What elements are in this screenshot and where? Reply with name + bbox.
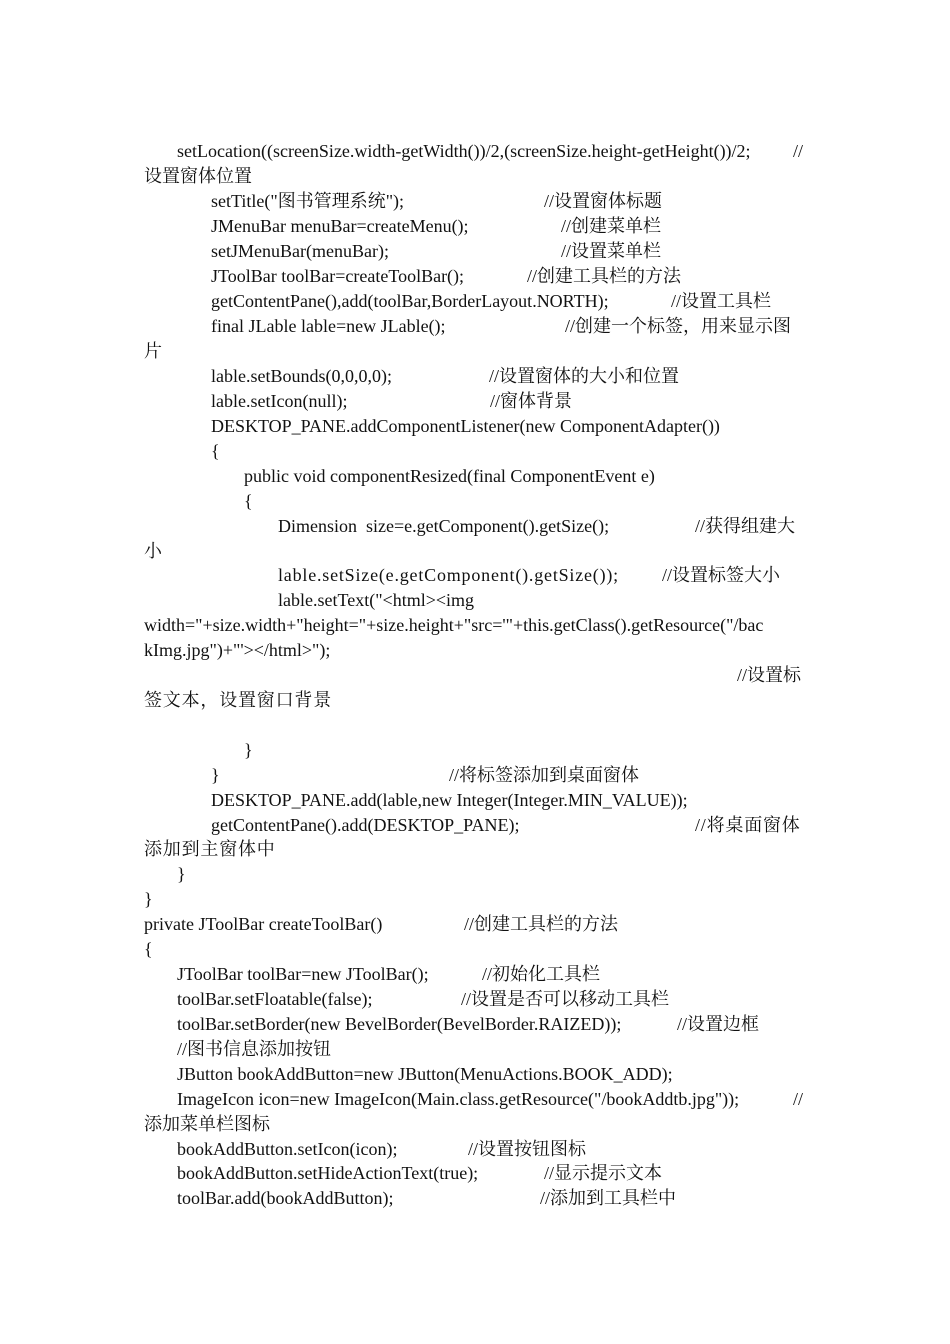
code-line: } <box>211 765 220 785</box>
code-line: toolBar.setBorder(new BevelBorder(BevelBorder.RAIZED)); <box>177 1014 622 1034</box>
code-line: } <box>177 864 186 884</box>
code-comment: //创建菜单栏 <box>561 216 662 236</box>
code-comment: //初始化工具栏 <box>482 964 601 984</box>
code-comment: //设置标签大小 <box>662 565 781 585</box>
code-line: bookAddButton.setIcon(icon); <box>177 1139 398 1159</box>
code-comment: //设置窗体标题 <box>544 191 663 211</box>
code-comment: //设置标 <box>737 665 802 685</box>
code-line: ImageIcon icon=new ImageIcon(Main.class.getResource("/bookAddtb.jpg")); <box>177 1089 740 1109</box>
code-line: lable.setText("<html><img <box>278 590 475 610</box>
code-line: Dimension size=e.getComponent().getSize(); <box>278 516 610 536</box>
code-comment: //设置按钮图标 <box>468 1139 587 1159</box>
code-line: setLocation((screenSize.width-getWidth())/2,(screenSize.height-getHeight())/2; <box>177 141 751 161</box>
code-line: //图书信息添加按钮 <box>177 1039 332 1059</box>
code-line: toolBar.setFloatable(false); <box>177 989 373 1009</box>
code-line: } <box>244 740 253 760</box>
code-line: 签文本，设置窗口背景 <box>144 690 332 710</box>
code-comment: //设置工具栏 <box>671 291 772 311</box>
code-line: 设置窗体位置 <box>144 166 252 186</box>
code-line: bookAddButton.setHideActionText(true); <box>177 1163 479 1183</box>
code-line: { <box>244 491 253 511</box>
code-line: public void componentResized(final ComponentEvent e) <box>244 466 655 486</box>
code-line: toolBar.add(bookAddButton); <box>177 1188 394 1208</box>
code-line: 添加到主窗体中 <box>144 839 276 859</box>
code-line: width="+size.width+"height="+size.height+"src='"+this.getClass().getResource("/bac <box>144 615 764 635</box>
code-line: { <box>144 939 153 959</box>
code-line: { <box>211 441 220 461</box>
code-comment: //设置窗体的大小和位置 <box>489 366 680 386</box>
code-line: DESKTOP_PANE.add(lable,new Integer(Integer.MIN_VALUE)); <box>211 790 688 810</box>
code-line: private JToolBar createToolBar() <box>144 914 383 934</box>
code-line: getContentPane().add(DESKTOP_PANE); <box>211 815 520 835</box>
code-line: JToolBar toolBar=new JToolBar(); <box>177 964 429 984</box>
code-line: 添加菜单栏图标 <box>144 1114 270 1134</box>
code-line: JMenuBar menuBar=createMenu(); <box>211 216 469 236</box>
code-line: JToolBar toolBar=createToolBar(); <box>211 266 465 286</box>
code-comment: //获得组建大 <box>695 516 796 536</box>
code-comment: //设置边框 <box>677 1014 760 1034</box>
code-line: setTitle("图书管理系统"); <box>211 191 405 211</box>
code-comment: //显示提示文本 <box>544 1163 663 1183</box>
code-line: } <box>144 889 153 909</box>
code-comment: //将桌面窗体 <box>695 815 801 835</box>
code-comment: //设置菜单栏 <box>561 241 662 261</box>
code-comment: //创建工具栏的方法 <box>527 266 682 286</box>
code-line: DESKTOP_PANE.addComponentListener(new ComponentAdapter()) <box>211 416 720 436</box>
code-line: 片 <box>144 341 162 361</box>
code-comment: //创建工具栏的方法 <box>464 914 619 934</box>
code-line: setJMenuBar(menuBar); <box>211 241 389 261</box>
code-comment: //添加到工具栏中 <box>540 1188 677 1208</box>
code-comment: // <box>793 141 804 161</box>
code-comment: //窗体背景 <box>490 391 573 411</box>
code-line: final JLable lable=new JLable(); <box>211 316 446 336</box>
code-line: JButton bookAddButton=new JButton(MenuActions.BOOK_ADD); <box>177 1064 673 1084</box>
code-line: lable.setIcon(null); <box>211 391 348 411</box>
code-comment: // <box>793 1089 804 1109</box>
code-comment: //将标签添加到桌面窗体 <box>449 765 640 785</box>
code-line: 小 <box>144 541 162 561</box>
code-line: kImg.jpg")+"'></html>"); <box>144 640 331 660</box>
code-line: lable.setBounds(0,0,0,0); <box>211 366 392 386</box>
code-line: getContentPane(),add(toolBar,BorderLayout.NORTH); <box>211 291 609 311</box>
code-line: lable.setSize(e.getComponent().getSize()); <box>278 565 619 585</box>
code-comment: //设置是否可以移动工具栏 <box>461 989 670 1009</box>
code-comment: //创建一个标签，用来显示图 <box>565 316 792 336</box>
